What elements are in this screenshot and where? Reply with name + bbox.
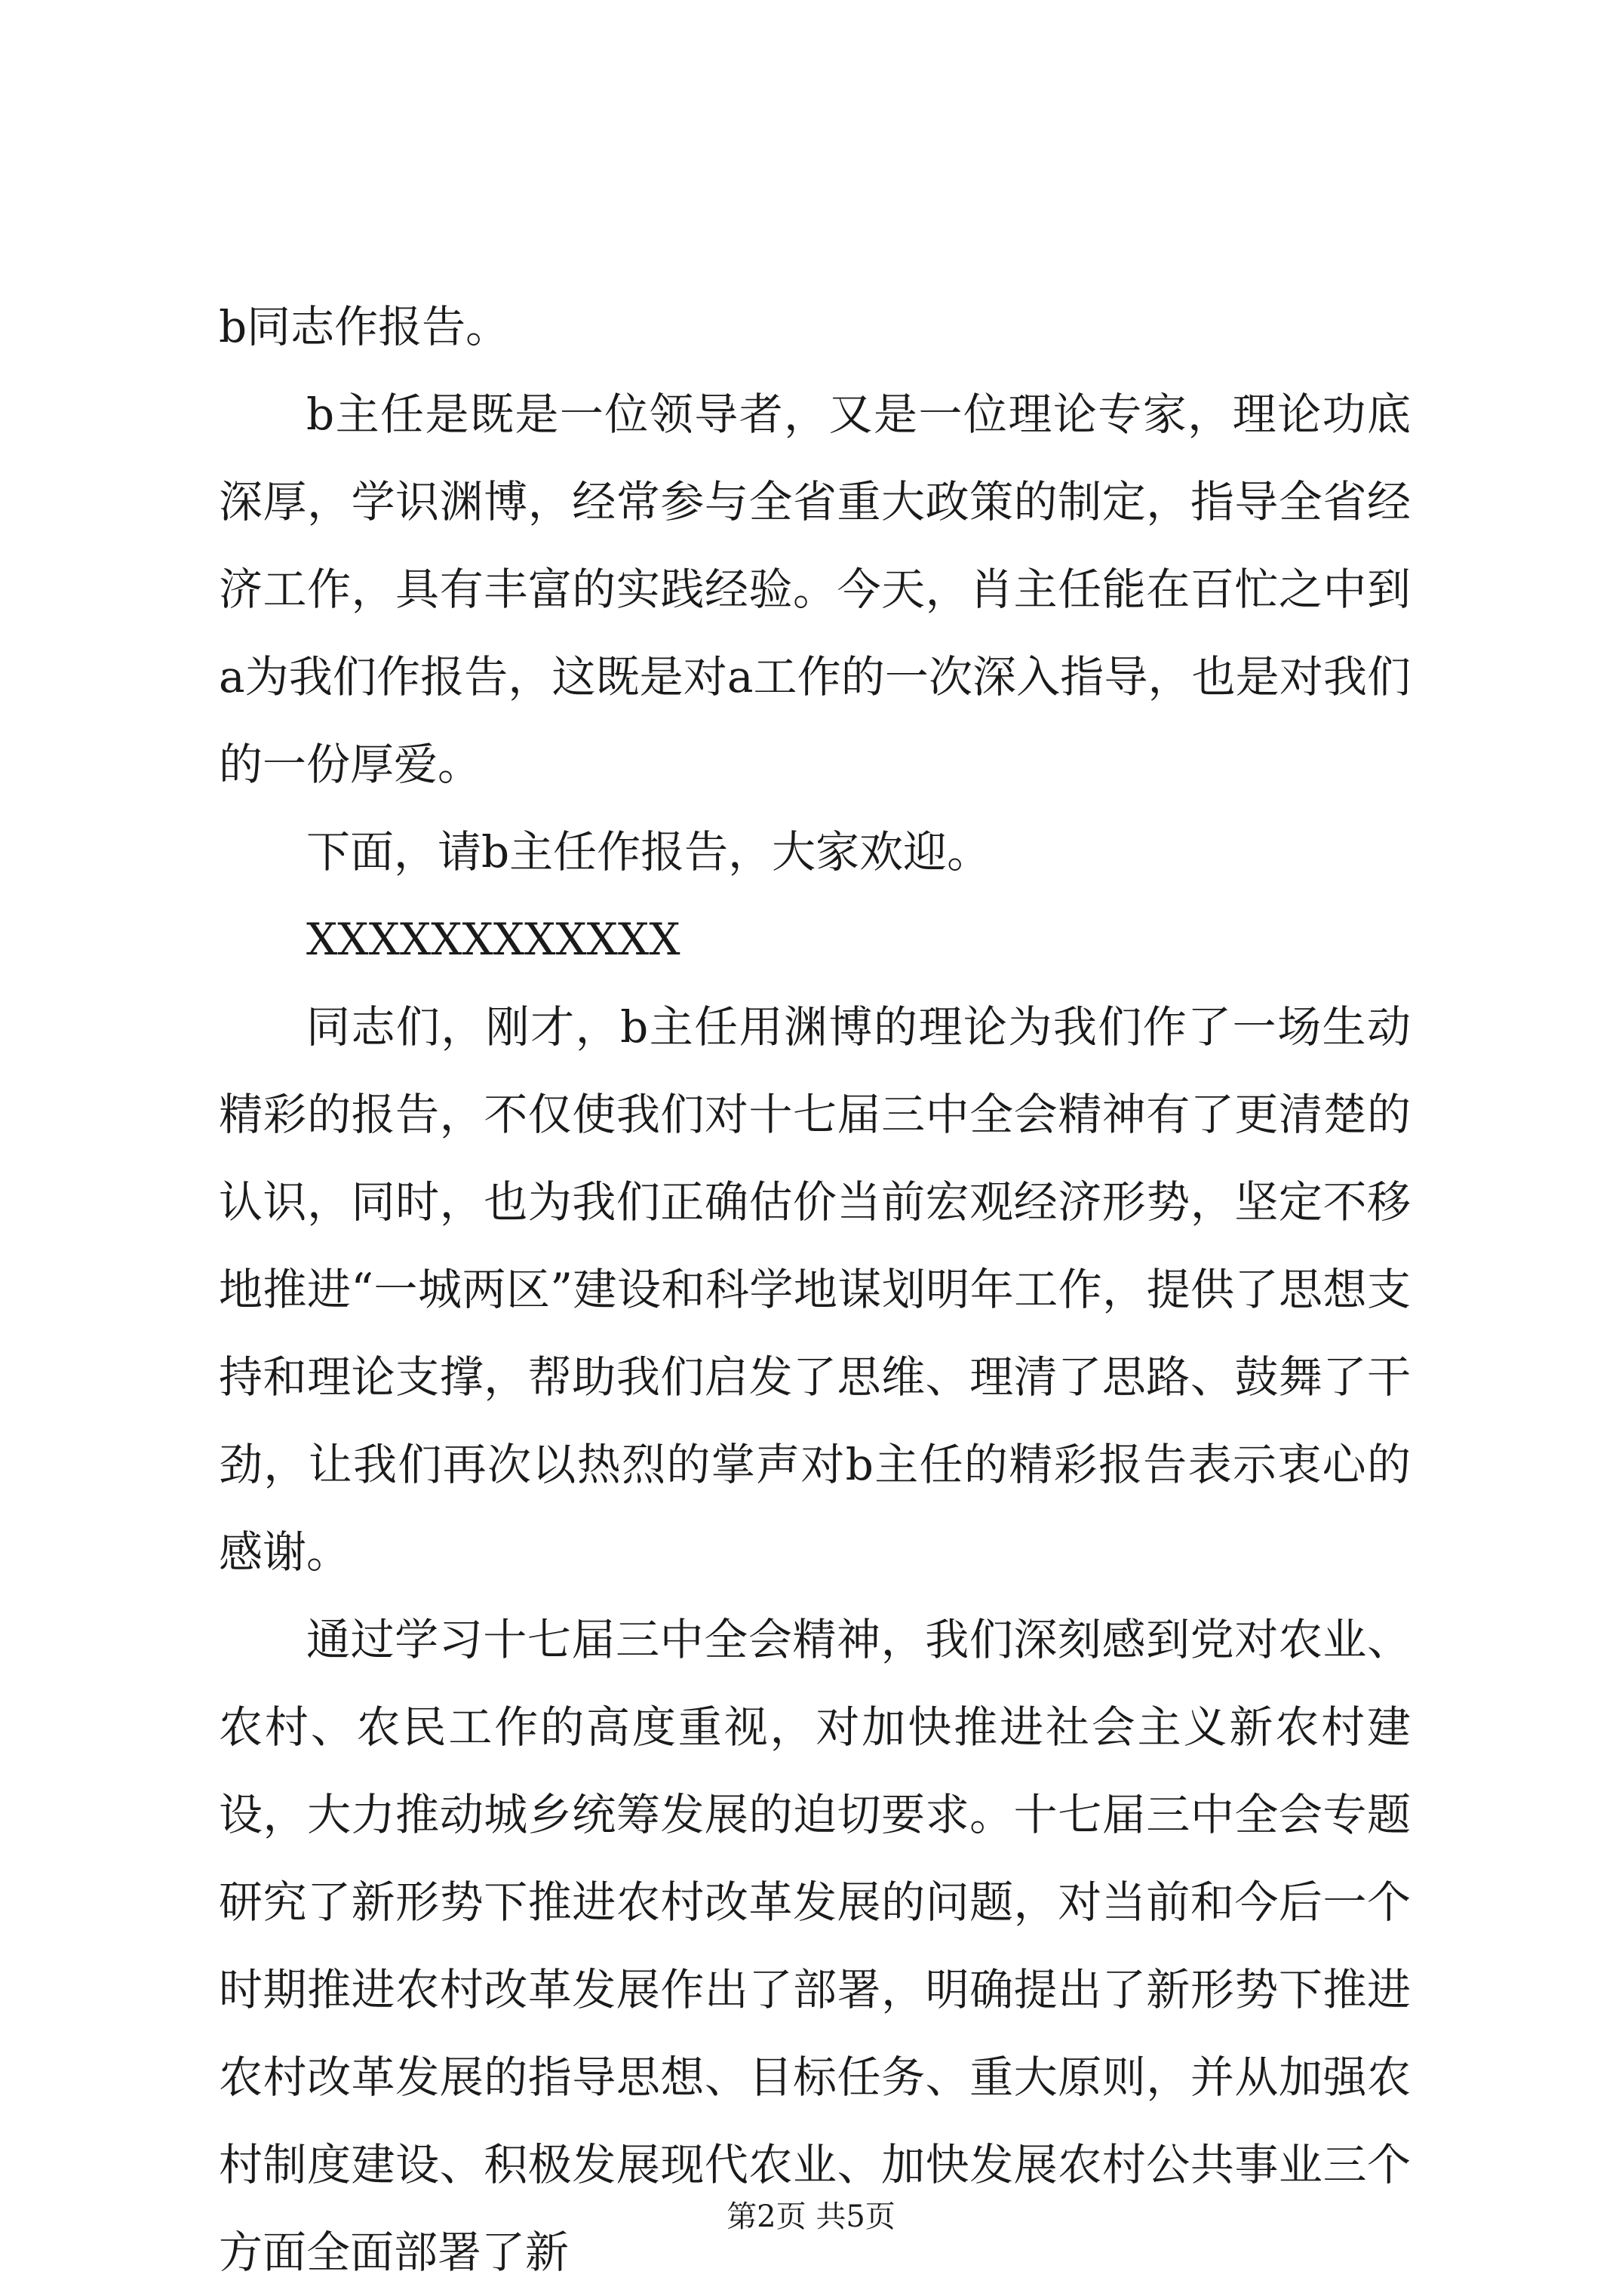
paragraph-1: b同志作报告。 <box>219 301 510 352</box>
paragraph-6: 通过学习十七届三中全会精神，我们深刻感到党对农业、农村、农民工作的高度重视，对加快推进社会主义新农村建设，大力推动城乡统筹发展的迫切要求。十七届三中全会专题研究了新形势下推进农村改革发展的问题，对当前和今后一个时期推进农村改革发展作出了部署，明确提出了新形势下推进农村改革发展的指导思想、目标任务、重大原则，并从加强农村制度建设、积极发展现代农业、加快发展农村公共事业三个方面全面部署了新 <box>219 1614 1411 2278</box>
paragraph-3: 下面，请b主任作报告，大家欢迎。 <box>306 826 991 878</box>
paragraph-4: XXXXXXXXXXXX <box>306 914 680 965</box>
document-body <box>219 283 1411 2296</box>
paragraph-2: b主任是既是一位领导者，又是一位理论专家，理论功底深厚，学识渊博，经常参与全省重大政策的制定，指导全省经济工作，具有丰富的实践经验。今天，肖主任能在百忙之中到a为我们作报告，这既是对a工作的一次深入指导，也是对我们的一份厚爱。 <box>219 389 1411 790</box>
paragraph-5: 同志们，刚才，b主任用渊博的理论为我们作了一场生动精彩的报告，不仅使我们对十七届三中全会精神有了更清楚的认识，同时，也为我们正确估价当前宏观经济形势，坚定不移地推进“一城两区”建设和科学地谋划明年工作，提供了思想支持和理论支撑，帮助我们启发了思维、理清了思路、鼓舞了干劲，让我们再次以热烈的掌声对b主任的精彩报告表示衷心的感谢。 <box>219 1001 1411 1578</box>
page-footer <box>0 2196 1622 2238</box>
page-number-label: 第2页 共5页 <box>727 2199 895 2234</box>
